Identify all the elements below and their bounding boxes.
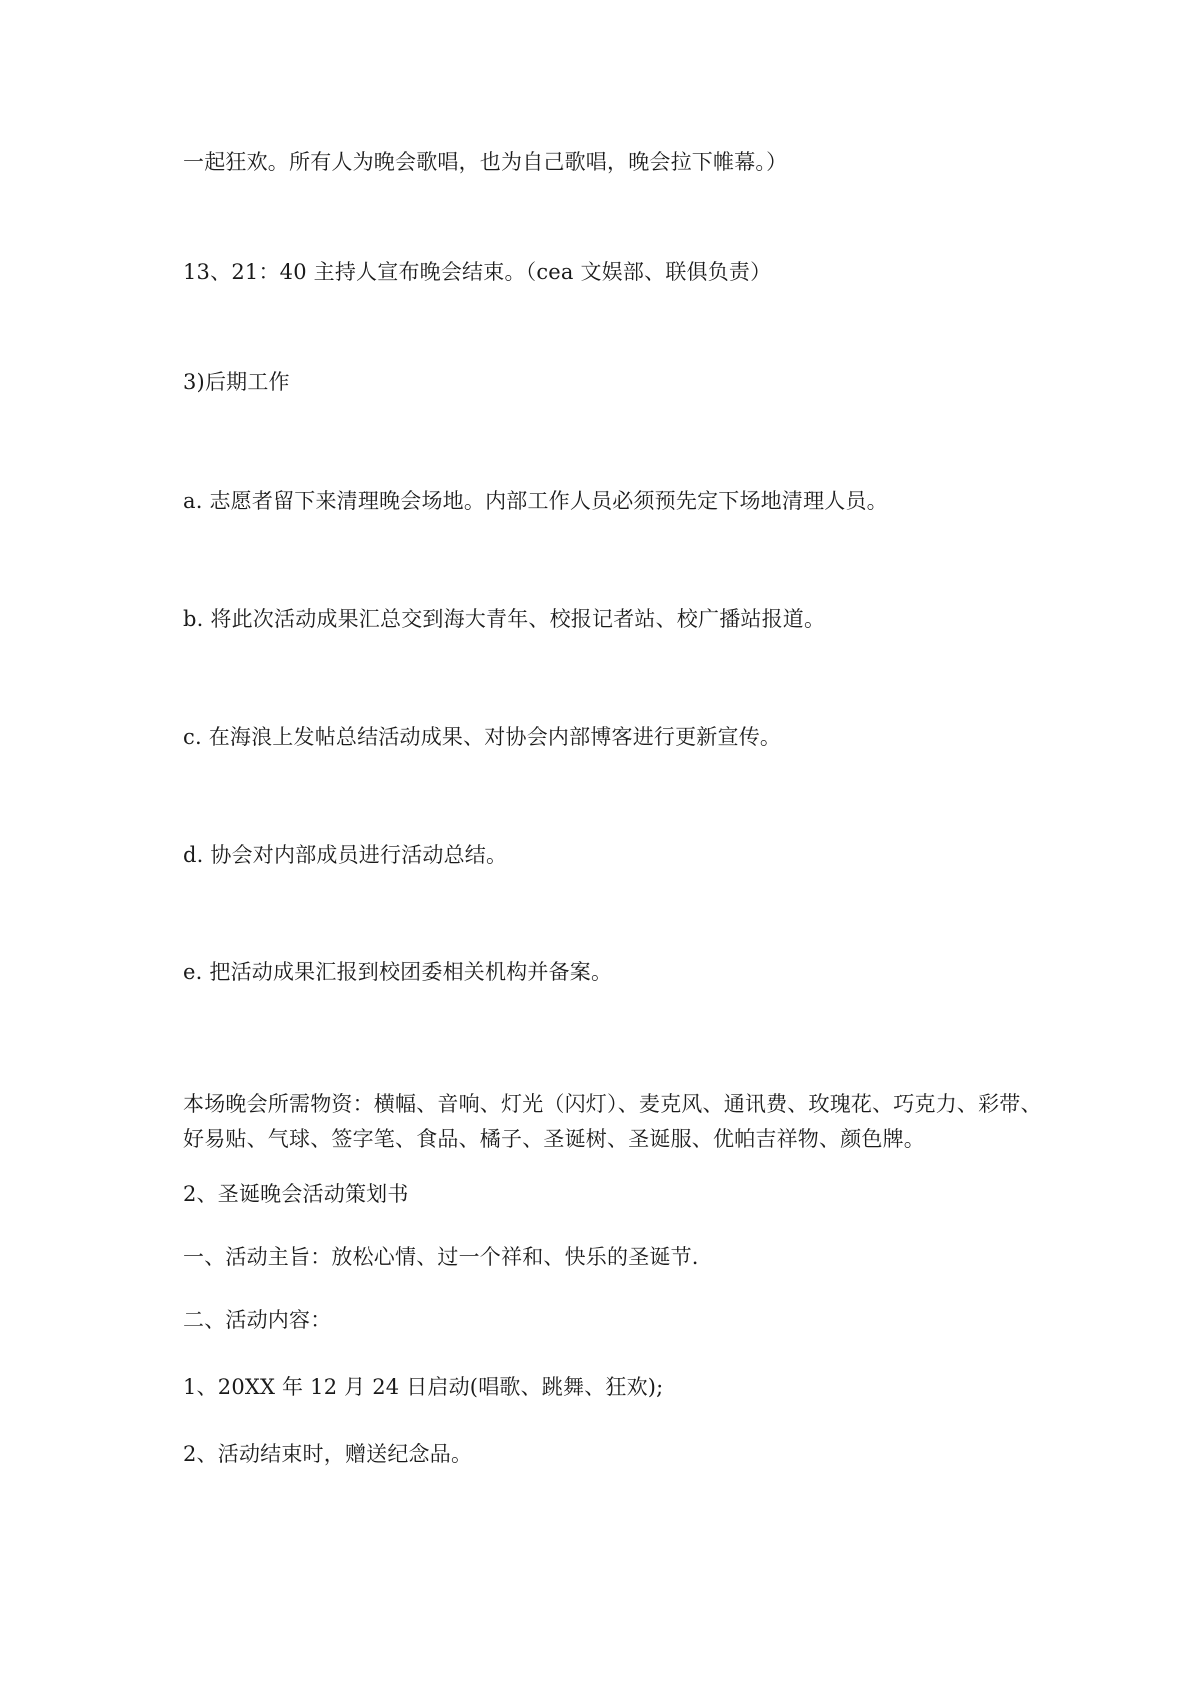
list-item-b: b. 将此次活动成果汇总交到海大青年、校报记者站、校广播站报道。	[183, 607, 826, 631]
section-2-title: 2、圣诞晚会活动策划书	[183, 1182, 409, 1206]
list-item-a: a. 志愿者留下来清理晚会场地。内部工作人员必须预先定下场地清理人员。	[183, 489, 888, 513]
list-item-c: c. 在海浪上发帖总结活动成果、对协会内部博客进行更新宣传。	[183, 725, 782, 749]
materials-paragraph: 本场晚会所需物资：横幅、音响、灯光（闪灯）、麦克风、通讯费、玫瑰花、巧克力、彩带、好易贴、气球、签字笔、食品、橘子、圣诞树、圣诞服、优帕吉祥物、颜色牌。	[183, 1092, 1042, 1151]
activity-content-heading: 二、活动内容：	[183, 1308, 332, 1332]
text-line-item-13: 13、21：40 主持人宣布晚会结束。（cea 文娱部、联俱负责）	[183, 260, 772, 284]
section-heading-later-work: 3)后期工作	[183, 370, 290, 394]
list-item-e: e. 把活动成果汇报到校团委相关机构并备案。	[183, 960, 613, 984]
activity-content-item-1: 1、20XX 年 12 月 24 日启动(唱歌、跳舞、狂欢);	[183, 1375, 664, 1399]
activity-purpose: 一、活动主旨：放松心情、过一个祥和、快乐的圣诞节.	[183, 1245, 699, 1269]
activity-content-item-2: 2、活动结束时，赠送纪念品。	[183, 1442, 473, 1466]
text-line-closing: 一起狂欢。所有人为晚会歌唱，也为自己歌唱，晚会拉下帷幕。）	[183, 150, 788, 174]
list-item-d: d. 协会对内部成员进行活动总结。	[183, 843, 508, 867]
